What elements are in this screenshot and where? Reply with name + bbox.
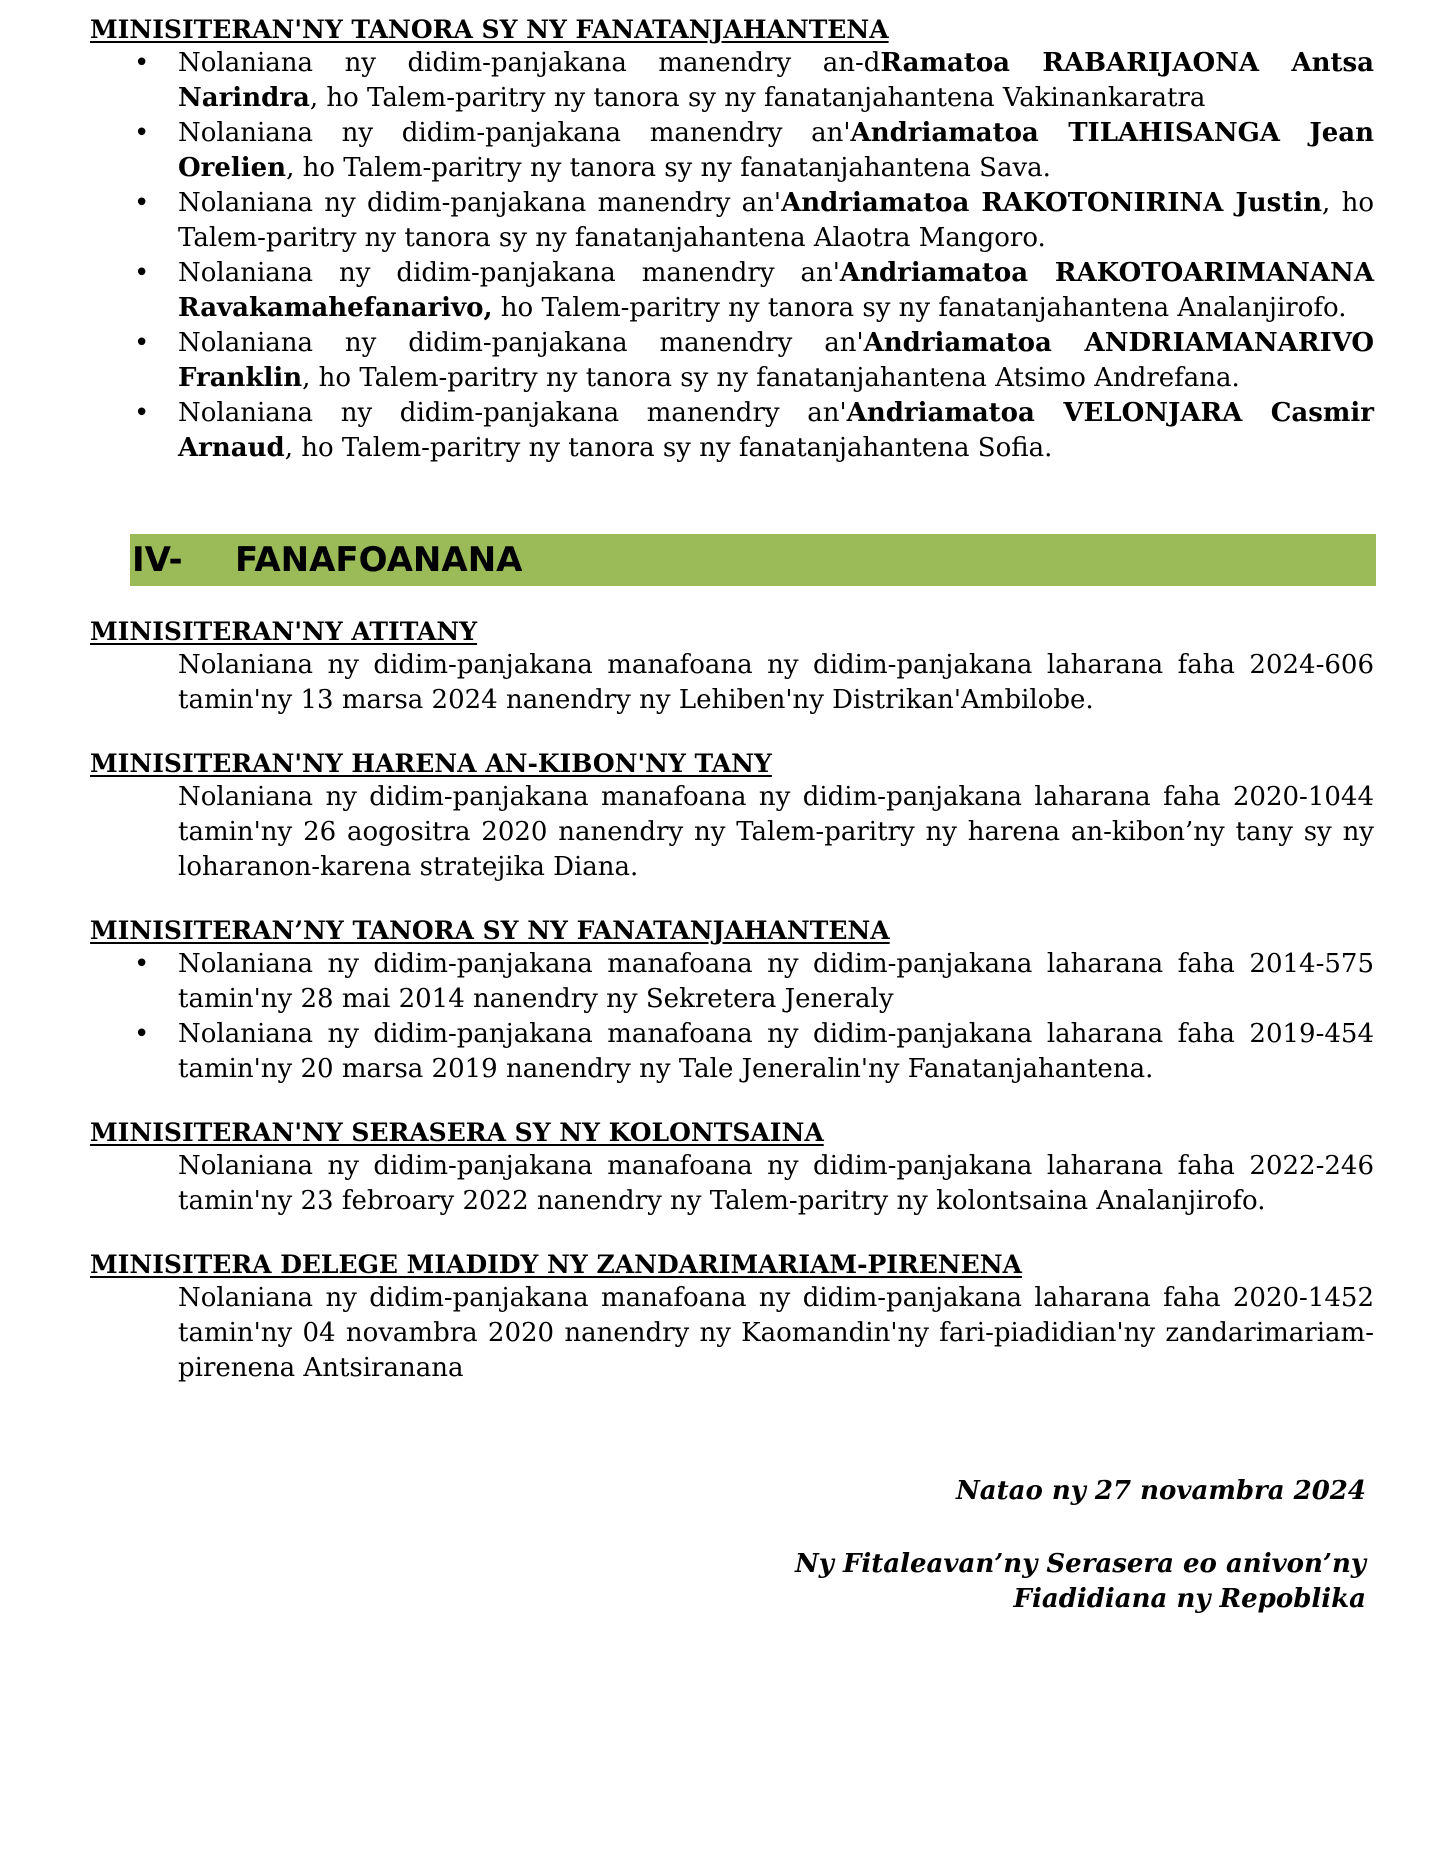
list-item: • Nolaniana ny didim-panjakana manendry an'Andriamatoa RAKOTOARIMANANA Ravakamahefanarivo, ho Talem-paritry ny tanora sy ny fanatanjahantena Analanjirofo.	[178, 256, 1374, 326]
list-item: • Nolaniana ny didim-panjakana manendry an'Andriamatoa RAKOTONIRINA Justin, ho Talem-paritry ny tanora sy ny fanatanjahantena Alaotra Mangoro.	[178, 186, 1374, 256]
signature-date: Natao ny 27 novambra 2024	[955, 1476, 1366, 1506]
document-page	[90, 14, 1374, 1617]
signature-line: Fiadidiana ny Repoblika	[1013, 1584, 1366, 1614]
ministry-heading: MINISITERAN'NY ATITANY	[90, 617, 478, 646]
ministry-paragraph: Nolaniana ny didim-panjakana manafoana ny didim-panjakana laharana faha 2020-1044 tamin'ny 26 aogositra 2020 nanendry ny Talem-paritry ny harena an-kibon’ny tany sy ny loharanon-karena stratejika Diana.	[178, 782, 1374, 882]
list-item: • Nolaniana ny didim-panjakana manafoana ny didim-panjakana laharana faha 2019-454 tamin'ny 20 marsa 2019 nanendry ny Tale Jeneralin'ny Fanatanjahantena.	[178, 1017, 1374, 1087]
list-item: • Nolaniana ny didim-panjakana manafoana ny didim-panjakana laharana faha 2014-575 tamin'ny 28 mai 2014 nanendry ny Sekretera Jeneraly	[178, 947, 1374, 1017]
ministry-heading: MINISITERAN'NY HARENA AN-KIBON'NY TANY	[90, 749, 772, 778]
list-item: • Nolaniana ny didim-panjakana manendry an'Andriamatoa VELONJARA Casmir Arnaud, ho Talem-paritry ny tanora sy ny fanatanjahantena Sofia.	[178, 396, 1374, 466]
ministry-paragraph: Nolaniana ny didim-panjakana manafoana ny didim-panjakana laharana faha 2022-246 tamin'ny 23 febroary 2022 nanendry ny Talem-paritry ny kolontsaina Analanjirofo.	[178, 1151, 1374, 1216]
ministry-communication-culture	[90, 1117, 1374, 1219]
signature-block	[90, 1474, 1374, 1617]
repeal-list	[90, 947, 1374, 1087]
ministry-interior	[90, 616, 1374, 718]
ministry-paragraph: Nolaniana ny didim-panjakana manafoana ny didim-panjakana laharana faha 2024-606 tamin'ny 13 marsa 2024 nanendry ny Lehiben'ny Distrikan'Ambilobe.	[178, 650, 1374, 715]
list-item: • Nolaniana ny didim-panjakana manendry an'Andriamatoa ANDRIAMANARIVO Franklin, ho Talem-paritry ny tanora sy ny fanatanjahantena Atsimo Andrefana.	[178, 326, 1374, 396]
ministry-heading: MINISITERAN'NY SERASERA SY NY KOLONTSAINA	[90, 1118, 824, 1147]
ministry-gendarmerie	[90, 1249, 1374, 1386]
appointment-list	[90, 46, 1374, 466]
ministry-youth-sports-appointments	[90, 14, 1374, 466]
ministry-heading: MINISITERAN'NY TANORA SY NY FANATANJAHANTENA	[90, 15, 889, 44]
list-item: • Nolaniana ny didim-panjakana manendry an-dRamatoa RABARIJAONA Antsa Narindra, ho Talem-paritry ny tanora sy ny fanatanjahantena Vakinankaratra	[178, 46, 1374, 116]
ministry-youth-sports-repeals	[90, 915, 1374, 1087]
section-iv-header	[130, 534, 1376, 586]
ministry-paragraph: Nolaniana ny didim-panjakana manafoana ny didim-panjakana laharana faha 2020-1452 tamin'ny 04 novambra 2020 nanendry ny Kaomandin'ny fari-piadidian'ny zandarimariam-pirenena Antsiranana	[178, 1283, 1374, 1383]
ministry-mines	[90, 748, 1374, 885]
section-number: IV-	[132, 540, 183, 580]
ministry-heading: MINISITERAN’NY TANORA SY NY FANATANJAHANTENA	[90, 916, 890, 945]
signature-line: Ny Fitaleavan’ny Serasera eo anivon’ny	[795, 1549, 1366, 1579]
list-item: • Nolaniana ny didim-panjakana manendry an'Andriamatoa TILAHISANGA Jean Orelien, ho Talem-paritry ny tanora sy ny fanatanjahantena Sava.	[178, 116, 1374, 186]
section-title: FANAFOANANA	[235, 540, 523, 580]
ministry-heading: MINISITERA DELEGE MIADIDY NY ZANDARIMARIAM-PIRENENA	[90, 1250, 1022, 1279]
